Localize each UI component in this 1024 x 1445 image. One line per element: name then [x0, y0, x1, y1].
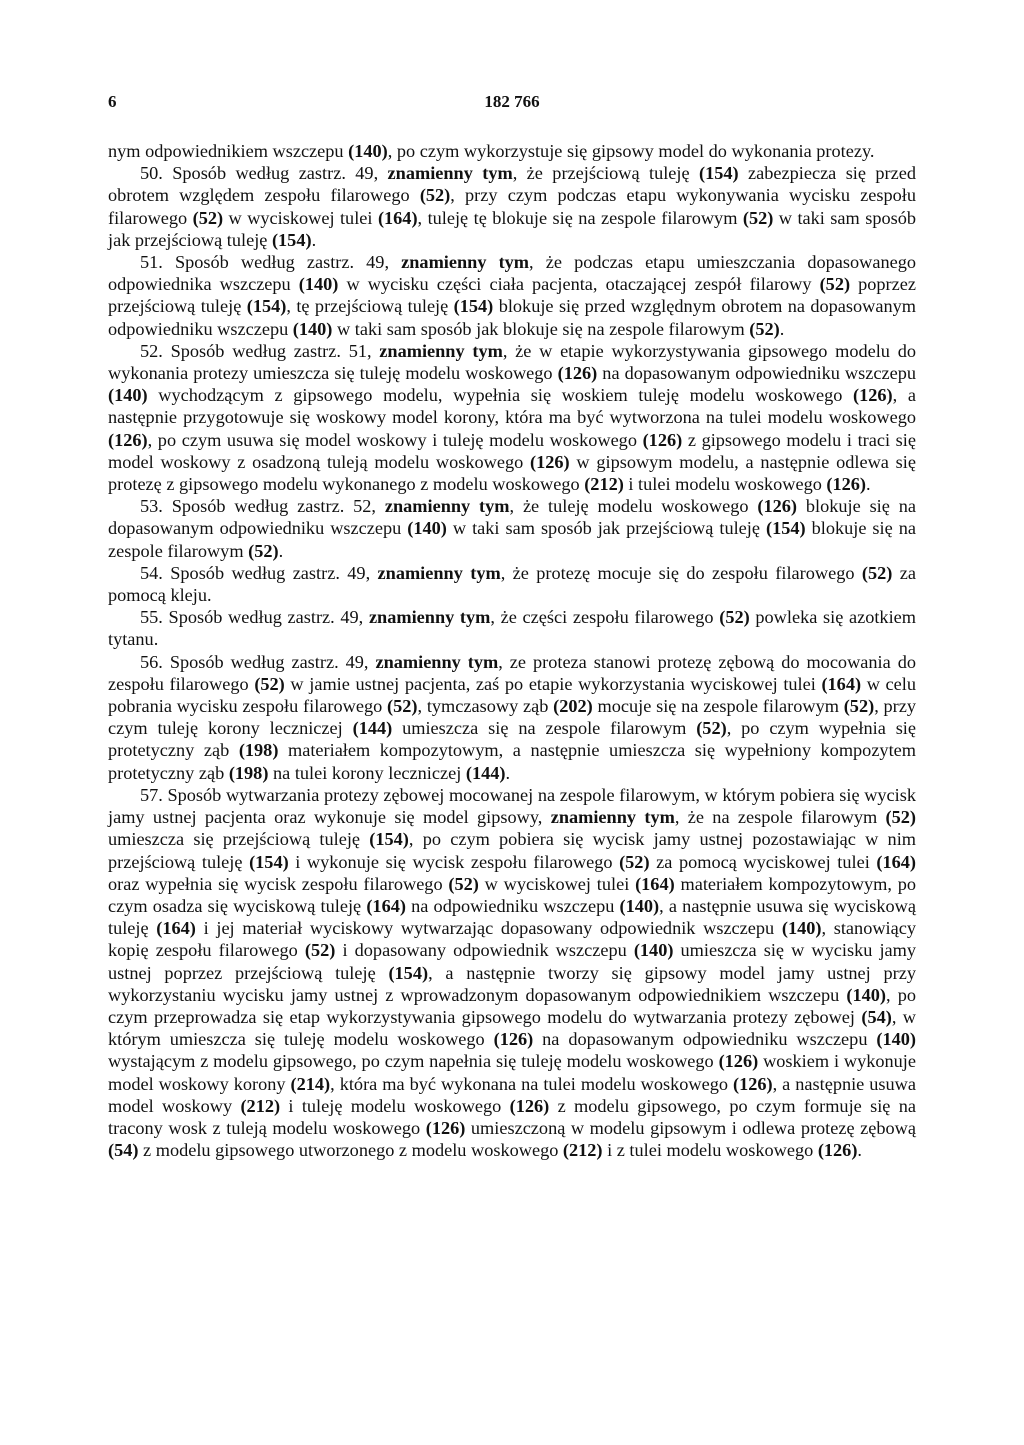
- text-run: wystającym z modelu gipsowego, po czym napełnia się tuleję modelu woskowego: [108, 1051, 719, 1072]
- bold-text: (126): [853, 385, 893, 406]
- text-run: .: [866, 474, 871, 495]
- text-run: i jej materiał wyciskowy wytwarzając dopasowany odpowiednik wszczepu: [195, 918, 782, 939]
- claim-paragraph: [108, 651, 916, 784]
- bold-text: (52): [248, 540, 279, 561]
- text-run: w jamie ustnej pacjenta, zaś po etapie wykorzystania wyciskowej tulei: [284, 673, 822, 694]
- text-run: w celu pobrania wycisku zespołu filarowego: [108, 673, 916, 717]
- bold-text: (202): [553, 696, 593, 717]
- bold-text: (140): [348, 141, 388, 161]
- bold-text: znamienny tym: [550, 807, 675, 828]
- text-run: , tymczasowy ząb: [417, 696, 554, 717]
- text-run: , przy czym podczas etapu wykonywania wycisku zespołu filarowego: [108, 185, 916, 228]
- text-run: z modelu gipsowego, po czym formuje się na tracony wosk z tuleją modelu woskowego: [108, 1095, 916, 1138]
- page-header: [108, 92, 916, 122]
- bold-text: znamienny tym: [368, 607, 491, 628]
- text-run: w taki sam sposób jak przejściową tuleję: [108, 207, 916, 250]
- claim-paragraph: [108, 140, 916, 162]
- bold-text: (52): [254, 673, 285, 694]
- bold-text: (126): [493, 1029, 534, 1050]
- text-run: 56. Sposób według zastrz. 49,: [140, 651, 376, 672]
- bold-text: (164): [366, 895, 406, 916]
- bold-text: (198): [238, 740, 279, 761]
- bold-text: (140): [298, 274, 339, 295]
- text-run: materiałem kompozytowym, po czym osadza się wyciskową tuleję: [108, 873, 916, 916]
- text-run: .: [311, 229, 317, 250]
- bold-text: znamienny tym: [401, 252, 530, 273]
- bold-text: (154): [699, 163, 739, 184]
- text-run: , że podczas etapu umieszczania dopasowanego odpowiednika wszczepu: [108, 252, 916, 295]
- text-run: na dopasowanym odpowiedniku wszczepu: [597, 363, 916, 384]
- bold-text: znamienny tym: [379, 340, 503, 361]
- text-run: umieszczoną w modelu gipsowym i odlewa protezę zębową: [465, 1117, 917, 1138]
- text-run: w wyciskowej tulei: [223, 207, 378, 228]
- bold-text: (54): [861, 1006, 892, 1027]
- bold-text: (126): [757, 496, 798, 517]
- text-run: 54. Sposób według zastrz. 49,: [140, 562, 378, 583]
- text-run: , że protezę mocuje się do zespołu filarowego: [500, 562, 862, 583]
- text-run: , że w etapie wykorzystywania gipsowego modelu do wykonania protezy umieszcza się tuleję modelu woskowego: [108, 340, 916, 384]
- text-run: na dopasowanym odpowiedniku wszczepu: [533, 1029, 877, 1050]
- text-run: w taki sam sposób jak przejściową tuleję: [446, 518, 766, 539]
- bold-text: (164): [635, 873, 675, 894]
- text-run: za pomocą wyciskowej tulei: [649, 851, 877, 872]
- text-run: , po czym usuwa się model woskowy i tuleję modelu woskowego: [147, 429, 643, 450]
- bold-text: (140): [633, 940, 674, 961]
- text-run: , stanowiący kopię zespołu filarowego: [108, 918, 916, 961]
- bold-text: (52): [387, 696, 418, 717]
- bold-text: (154): [249, 851, 289, 872]
- text-run: 50. Sposób według zastrz. 49,: [140, 163, 388, 184]
- text-run: w wycisku części ciała pacjenta, otaczającej zespół filarowy: [338, 274, 820, 295]
- bold-text: (52): [719, 607, 750, 628]
- bold-text: (52): [696, 718, 727, 739]
- text-run: , że przejściową tuleję: [512, 163, 700, 184]
- text-run: , w którym umieszcza się tuleję modelu woskowego: [108, 1006, 916, 1050]
- bold-text: (214): [290, 1073, 331, 1094]
- bold-text: (126): [509, 1095, 550, 1116]
- text-run: w wyciskowej tulei: [478, 873, 636, 894]
- text-run: i dopasowany odpowiednik wszczepu: [335, 940, 634, 961]
- text-run: , a następnie usuwa się wyciskową tuleję: [108, 895, 916, 939]
- text-run: , tuleję tę blokuje się na zespole filarowym: [417, 207, 743, 228]
- bold-text: (126): [425, 1117, 466, 1138]
- text-run: mocuje się na zespole filarowym: [592, 696, 844, 717]
- bold-text: znamienny tym: [387, 163, 513, 184]
- bold-text: (52): [843, 696, 875, 717]
- text-run: , że tuleję modelu woskowego: [509, 496, 758, 517]
- document-number: 182 766: [484, 92, 540, 111]
- bold-text: (140): [108, 385, 148, 406]
- claim-paragraph: [108, 495, 916, 562]
- text-run: 53. Sposób według zastrz. 52,: [140, 496, 385, 517]
- text-run: , przy czym tuleję korony leczniczej: [108, 696, 917, 739]
- text-run: i tuleję modelu woskowego: [280, 1095, 510, 1116]
- text-run: blokuje się przed względnym obrotem na dopasowanym odpowiedniku wszczepu: [108, 296, 916, 339]
- bold-text: (154): [246, 296, 287, 317]
- text-run: nym odpowiednikiem wszczepu: [108, 141, 349, 161]
- bold-text: (52): [742, 207, 774, 228]
- bold-text: (52): [304, 940, 336, 961]
- text-run: 57. Sposób wytwarzania protezy zębowej mocowanej na zespole filarowym, w którym pobiera się wycisk jamy ustnej pacjenta oraz wykonuje się model gipsowy,: [108, 784, 916, 828]
- bold-text: (140): [292, 318, 333, 339]
- bold-text: (140): [846, 984, 887, 1005]
- bold-text: (52): [419, 185, 451, 206]
- bold-text: (140): [781, 918, 822, 939]
- bold-text: (164): [156, 918, 196, 939]
- text-run: , tę przejściową tuleję: [286, 296, 454, 317]
- text-run: , która ma być wykonana na tulei modelu woskowego: [330, 1073, 733, 1094]
- text-run: w taki sam sposób jak blokuje się na zespole filarowym: [332, 318, 750, 339]
- text-run: z modelu gipsowego utworzonego z modelu woskowego: [138, 1140, 563, 1161]
- document-body: [108, 140, 916, 1161]
- text-run: i wykonuje się wycisk zespołu filarowego: [288, 851, 620, 872]
- bold-text: (164): [876, 851, 916, 872]
- bold-text: (126): [732, 1073, 773, 1094]
- bold-text: (140): [407, 518, 447, 539]
- text-run: , że części zespołu filarowego: [490, 607, 720, 628]
- bold-text: (52): [749, 318, 780, 339]
- claim-paragraph: [108, 562, 916, 606]
- claim-paragraph: [108, 340, 916, 495]
- bold-text: (126): [530, 451, 570, 472]
- text-run: .: [857, 1140, 862, 1161]
- bold-text: (126): [826, 474, 867, 495]
- text-run: umieszcza się w wycisku jamy ustnej poprzez przejściową tuleję: [108, 940, 916, 983]
- text-run: , po czym wykorzystuje się gipsowy model do wykonania protezy.: [387, 141, 875, 161]
- bold-text: (52): [885, 807, 916, 828]
- bold-text: (126): [642, 429, 683, 450]
- claim-paragraph: [108, 162, 916, 251]
- bold-text: (154): [388, 962, 429, 983]
- bold-text: (126): [817, 1140, 858, 1161]
- bold-text: (126): [108, 429, 148, 450]
- text-run: , że na zespole filarowym: [674, 807, 886, 828]
- bold-text: znamienny tym: [384, 496, 510, 517]
- text-run: i tulei modelu woskowego: [623, 474, 827, 495]
- bold-text: (198): [228, 762, 269, 783]
- text-run: .: [779, 318, 785, 339]
- text-run: , po czym wypełnia się protetyczny ząb: [108, 718, 916, 761]
- bold-text: (126): [718, 1051, 759, 1072]
- bold-text: znamienny tym: [377, 562, 501, 583]
- text-run: 51. Sposób według zastrz. 49,: [140, 252, 402, 273]
- text-run: , a następnie usuwa model woskowy: [108, 1073, 916, 1116]
- text-run: 55. Sposób według zastrz. 49,: [140, 607, 369, 628]
- claim-paragraph: [108, 606, 916, 650]
- text-run: w gipsowym modelu, a następnie odlewa się protezę z gipsowego modelu wykonanego z modelu woskowego: [108, 451, 916, 495]
- bold-text: (52): [192, 207, 224, 228]
- text-run: blokuje się na dopasowanym odpowiedniku wszczepu: [108, 496, 916, 539]
- text-run: , po czym przeprowadza się etap wykorzystywania gipsowego modelu do wytwarzania protezy zębowej: [108, 984, 916, 1027]
- text-run: woskiem i wykonuje model woskowy korony: [108, 1051, 917, 1094]
- text-run: powleka się azotkiem tytanu.: [108, 607, 916, 650]
- text-run: poprzez przejściową tuleję: [108, 274, 916, 317]
- text-run: , po czym pobiera się wycisk jamy ustnej pozostawiając w nim przejściową tuleję: [108, 829, 916, 872]
- text-run: .: [278, 540, 284, 561]
- bold-text: (212): [584, 474, 624, 495]
- bold-text: (154): [765, 518, 806, 539]
- text-run: za pomocą kleju.: [108, 562, 916, 606]
- text-run: na odpowiedniku wszczepu: [405, 895, 620, 916]
- bold-text: (52): [619, 851, 650, 872]
- text-run: i z tulei modelu woskowego: [602, 1140, 818, 1161]
- bold-text: (164): [377, 207, 418, 228]
- bold-text: (212): [562, 1140, 603, 1161]
- bold-text: (144): [352, 718, 393, 739]
- text-run: na tulei korony leczniczej: [268, 762, 466, 783]
- text-run: umieszcza się przejściową tuleję: [108, 829, 370, 850]
- text-run: , ze proteza stanowi protezę zębową do mocowania do zespołu filarowego: [108, 651, 916, 694]
- bold-text: (52): [448, 873, 479, 894]
- text-run: zabezpiecza się przed obrotem względem zespołu filarowego: [108, 163, 916, 206]
- bold-text: (52): [819, 274, 851, 295]
- bold-text: (54): [108, 1140, 139, 1161]
- text-run: 52. Sposób według zastrz. 51,: [140, 340, 380, 361]
- bold-text: znamienny tym: [375, 651, 499, 672]
- text-run: .: [505, 762, 511, 783]
- text-run: , a następnie przygotowuje się woskowy model korony, która ma być wytworzona na tulei modelu woskowego: [108, 385, 916, 428]
- bold-text: (154): [369, 829, 409, 850]
- text-run: z gipsowego modelu i traci się model woskowy z osadzoną tuleją modelu woskowego: [108, 429, 916, 472]
- bold-text: (52): [861, 562, 893, 583]
- bold-text: (140): [619, 895, 660, 916]
- text-run: oraz wypełnia się wycisk zespołu filarowego: [108, 873, 449, 894]
- bold-text: (154): [271, 229, 312, 250]
- bold-text: (126): [557, 363, 598, 384]
- text-run: umieszcza się na zespole filarowym: [392, 718, 697, 739]
- text-run: , a następnie tworzy się gipsowy model jamy ustnej przy wykorzystaniu wycisku jamy ustnej z wprowadzonym dopasowanym odpowiednikiem wszczepu: [108, 962, 916, 1005]
- claim-paragraph: [108, 251, 916, 340]
- page-number: 6: [108, 92, 117, 111]
- bold-text: (140): [876, 1029, 916, 1050]
- text-run: blokuje się na zespole filarowym: [108, 518, 916, 561]
- text-run: wychodzącym z gipsowego modelu, wypełnia się woskiem tuleję modelu woskowego: [147, 385, 854, 406]
- bold-text: (164): [821, 673, 862, 694]
- claim-paragraph: [108, 784, 916, 1161]
- bold-text: (212): [240, 1095, 281, 1116]
- bold-text: (154): [453, 296, 494, 317]
- text-run: materiałem kompozytowym, a następnie umieszcza się wypełniony kompozytem protetyczny ząb: [108, 740, 916, 783]
- bold-text: (144): [465, 762, 506, 783]
